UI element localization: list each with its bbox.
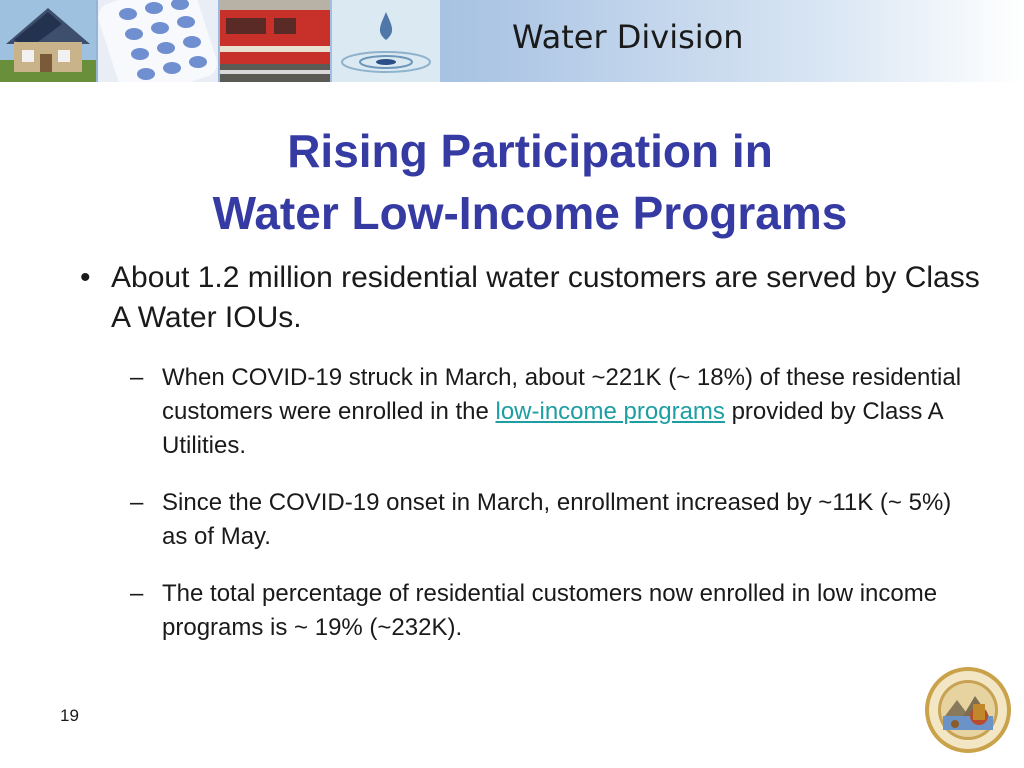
telephone-keypad-image <box>98 0 218 82</box>
house-solar-panels-image <box>0 0 96 82</box>
sub-bullet-text <box>162 361 982 463</box>
header-banner <box>0 0 1024 82</box>
dash-icon: – <box>130 580 144 607</box>
california-puc-seal-icon <box>923 664 1013 756</box>
slide-title-line-2: Water Low-Income Programs <box>212 187 848 239</box>
division-title: Water Division <box>512 18 744 56</box>
sub-bullet-text-part: provided by Class A Utilities. <box>162 398 943 459</box>
sub-bullet-text: The total percentage of residential customers now enrolled in low income programs is ~ 19% (~232K). <box>162 580 938 641</box>
low-income-programs-link[interactable]: low-income programs <box>495 398 725 425</box>
train-image <box>220 0 330 82</box>
bullet-icon: • <box>80 261 91 294</box>
dash-icon: – <box>130 489 144 516</box>
dash-icon: – <box>130 364 144 391</box>
slide-title <box>0 120 1024 244</box>
bullet-text: About 1.2 million residential water customers are served by Class A Water IOUs. <box>111 261 980 334</box>
sub-bullet-text: Since the COVID-19 onset in March, enrollment increased by ~11K (~ 5%) as of May. <box>162 489 952 550</box>
slide-title-line-1: Rising Participation in <box>287 125 773 177</box>
water-drop-image <box>332 0 440 82</box>
sub-bullet-text-part: When COVID-19 struck in March, about ~221K (~ 18%) of these residential customers were enrolled in the <box>162 364 962 425</box>
page-number: 19 <box>60 706 79 725</box>
